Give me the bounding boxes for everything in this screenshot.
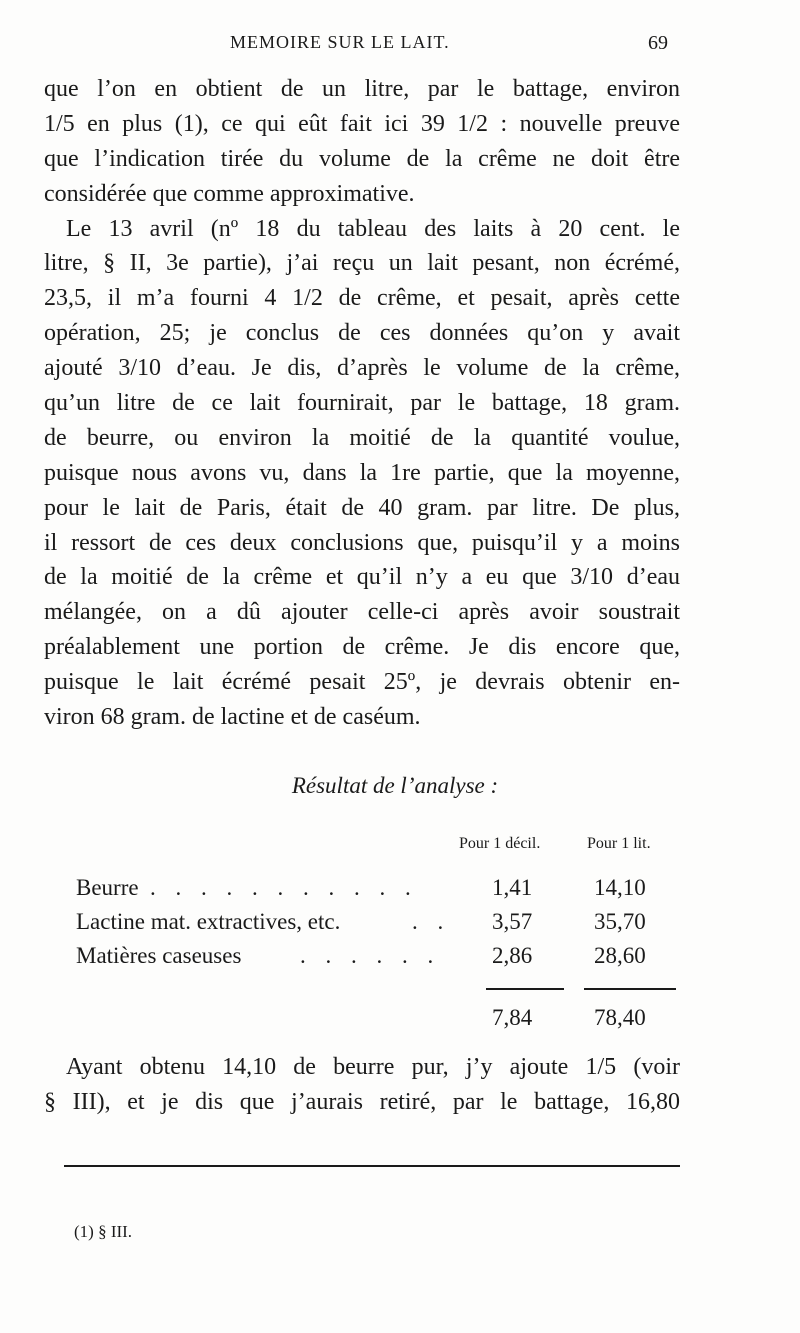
text-line: Le 13 avril (nº 18 du tableau des laits à 20 cent. le [66, 215, 680, 242]
text-line: puisque nous avons vu, dans la 1re partie, que la moyenne, [44, 459, 680, 486]
column-header-per-decil: Pour 1 décil. [459, 835, 541, 852]
analysis-heading-text: Résultat de l’analyse : [291, 773, 499, 798]
text-line: 23,5, il m’a fourni 4 1/2 de crême, et pesait, après cette [44, 285, 680, 312]
sum-rule [486, 988, 564, 990]
text-line: opération, 25; je conclus de ces données qu’on y avait [44, 320, 680, 347]
text-line: qu’un litre de ce lait fournirait, par le battage, 18 gram. [44, 390, 680, 417]
sum-rule [584, 988, 676, 990]
value-per-litre: 35,70 [594, 909, 646, 934]
text-line: Ayant obtenu 14,10 de beurre pur, j’y ajoute 1/5 (voir [66, 1054, 680, 1080]
text-line: § III), et je dis que j’aurais retiré, par le battage, 16,80 [44, 1088, 680, 1115]
text-line: mélangée, on a dû ajouter celle-ci après avoir soustrait [44, 599, 680, 626]
text-line: que l’indication tirée du volume de la crême ne doit être [44, 145, 680, 172]
analysis-heading [0, 773, 800, 799]
value-per-decil: 2,86 [492, 943, 533, 968]
table-row [0, 909, 800, 943]
dot-leader: . . . . . . [300, 943, 441, 968]
text-line: il ressort de ces deux conclusions que, puisqu’il y a moins [44, 529, 680, 556]
value-per-litre: 28,60 [594, 943, 646, 968]
row-label: Beurre [76, 875, 139, 900]
text-line: considérée que comme approximative. [44, 180, 415, 207]
body-text [44, 72, 680, 735]
table-row [0, 875, 800, 909]
dot-leader: . . [412, 909, 451, 934]
page-number: 69 [648, 32, 668, 54]
footnote-rule [64, 1165, 680, 1167]
row-label: Lactine mat. extractives, etc. [76, 909, 341, 934]
text-line: 1/5 en plus (1), ce qui eût fait ici 39 1/2 : nouvelle preuve [44, 110, 680, 137]
total-per-decil: 7,84 [492, 1005, 533, 1030]
text-line: de beurre, ou environ la moitié de la quantité voulue, [44, 424, 680, 451]
table-row [0, 943, 800, 977]
totals-row [0, 1005, 800, 1039]
value-per-decil: 3,57 [492, 909, 533, 934]
text-line: de la moitié de la crême et qu’il n’y a eu que 3/10 d’eau [44, 564, 680, 591]
text-line: litre, § II, 3e partie), j’ai reçu un lait pesant, non écrémé, [44, 250, 680, 277]
closing-paragraph [44, 1050, 680, 1120]
text-line: puisque le lait écrémé pesait 25º, je devrais obtenir en- [44, 669, 680, 696]
running-title: MEMOIRE SUR LE LAIT. [230, 32, 450, 52]
text-line: préalablement une portion de crême. Je dis encore que, [44, 634, 680, 661]
text-line: que l’on en obtient de un litre, par le battage, environ [44, 76, 680, 102]
footnote: (1) § III. [74, 1222, 133, 1241]
total-per-litre: 78,40 [594, 1005, 646, 1030]
column-header-per-litre: Pour 1 lit. [587, 835, 651, 852]
row-label: Matières caseuses [76, 943, 242, 968]
text-line: ajouté 3/10 d’eau. Je dis, d’après le volume de la crême, [44, 355, 680, 382]
value-per-decil: 1,41 [492, 875, 533, 900]
text-line: viron 68 gram. de lactine et de caséum. [44, 704, 421, 731]
text-line: pour le lait de Paris, était de 40 gram. par litre. De plus, [44, 494, 680, 521]
running-head [0, 32, 800, 62]
dot-leader: . . . . . . . . . . . [150, 875, 418, 900]
value-per-litre: 14,10 [594, 875, 646, 900]
